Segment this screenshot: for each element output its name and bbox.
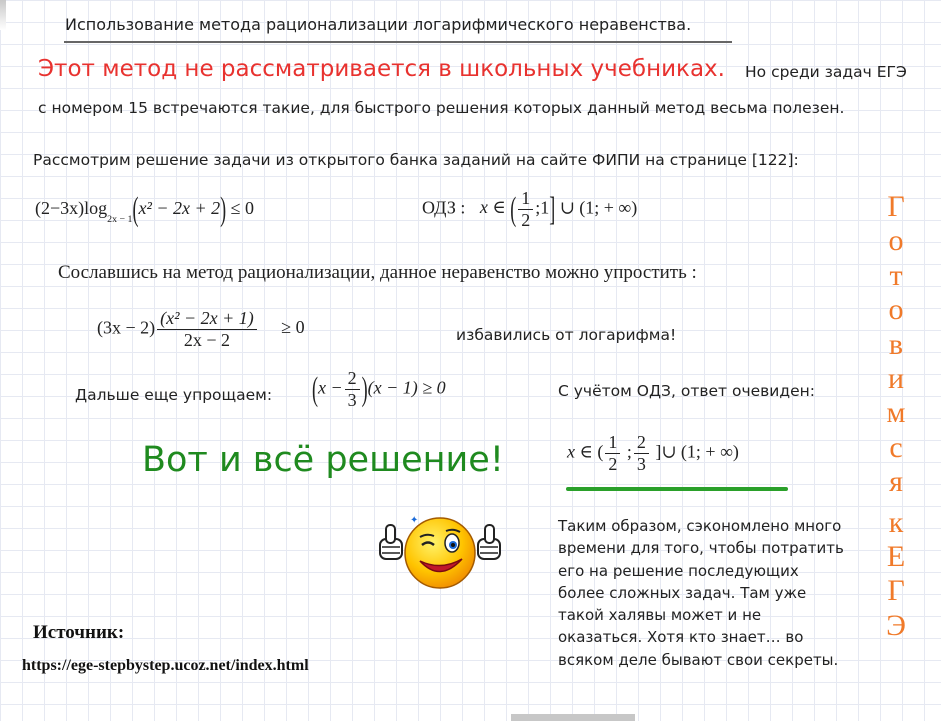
vertical-letter: м <box>886 396 906 430</box>
vertical-letter: Э <box>886 608 906 642</box>
answer-fraction-2: $\frac{2}{3}$ <box>634 432 649 474</box>
answer-intro: С учётом ОДЗ, ответ очевиден: <box>558 382 815 400</box>
answer-underline <box>566 487 788 491</box>
simplified-factor: (3x − 2) <box>97 317 156 338</box>
left-thumb-icon <box>380 525 402 559</box>
inequality-relation: ≤ 0 <box>230 198 255 218</box>
log-base: 2x − 1 <box>107 214 133 225</box>
original-inequality: $(2-3x)\log_{2x - 1}(x^2 - 2x + 2) \le 0$ <box>35 189 255 228</box>
vertical-letter: с <box>889 430 903 464</box>
vertical-slogan <box>870 190 922 643</box>
inequality-factor: (2−3x)log <box>35 198 108 218</box>
odz-fraction: $\frac{1}{2}$ <box>518 188 533 230</box>
final-answer: x ∈ ( $\frac{1}{2}$ ; $\frac{2}{3}$ ]∪ (1; + ∞) <box>567 432 739 474</box>
scrollbar-thumb[interactable] <box>511 714 635 721</box>
vertical-letter: т <box>889 258 903 292</box>
page-title: Использование метода рационализации логарифмического неравенства. <box>65 15 692 34</box>
vertical-letter: о <box>888 224 904 258</box>
simplified-inequality <box>97 308 305 350</box>
further-fraction: $\frac{2}{3}$ <box>345 368 360 410</box>
vertical-letter: к <box>888 505 904 539</box>
task-intro: Рассмотрим решение задачи из открытого банка заданий на сайте ФИПИ на странице [122]: <box>33 151 799 169</box>
answer-fraction-1: $\frac{1}{2}$ <box>605 432 620 474</box>
further-simplify-label: Дальше еще упрощаем: <box>75 386 273 404</box>
vertical-letter: Г <box>887 190 905 223</box>
svg-text:✦: ✦ <box>410 515 419 526</box>
winking-smiley-thumbs-up-icon <box>374 509 506 595</box>
intro-line-2: с номером 15 встречаются такие, для быстрого решения которых данный метод весьма полезен. <box>38 99 845 117</box>
odz-union: ∪ (1; + ∞) <box>559 197 638 218</box>
vertical-letter: Е <box>886 540 906 574</box>
simplified-fraction: $\frac{\text{(x² − 2x + 1)}}{2x - 2}$ <box>157 308 257 350</box>
source-label: Источник: <box>33 622 125 643</box>
vertical-letter: в <box>888 327 904 361</box>
odz-variable: x ∈ <box>479 197 506 218</box>
conclusion-paragraph: Таким образом, сэкономлено много времени для того, чтобы потратить его на решение последующих более сложных задач. Там уже такой халявы может и не оказаться. Хотя кто знает… во всяком деле бывают свои секреты. <box>558 517 844 669</box>
right-thumb-icon <box>478 525 500 559</box>
intro-line-1: Но среди задач ЕГЭ <box>745 63 907 81</box>
done-heading: Вот и всё решение! <box>142 440 504 480</box>
odz-label: ОДЗ : <box>422 197 466 218</box>
vertical-letter: я <box>889 465 903 499</box>
further-expression: (x − $\frac{2}{3}$ )(x − 1) ≥ 0 <box>312 368 446 410</box>
domain-expression: ОДЗ : x ∈ ( $\frac{1}{2}$ ;1] ∪ (1; + ∞) <box>422 188 638 230</box>
vertical-letter: о <box>888 293 904 327</box>
vertical-letter: и <box>887 362 905 396</box>
log-argument: x² − 2x + 2 <box>138 198 221 218</box>
vertical-letter: Г <box>887 574 905 608</box>
simplified-relation: ≥ 0 <box>281 317 305 338</box>
scroll-edge <box>0 0 6 30</box>
removed-log-note: избавились от логарифма! <box>456 326 677 344</box>
rationalization-intro: Сославшись на метод рационализации, данное неравенство можно упростить : <box>58 262 697 283</box>
source-link[interactable]: https://ege-stepbystep.ucoz.net/index.html <box>22 657 309 674</box>
odz-tail: ;1 <box>535 197 550 218</box>
warning-text: Этот метод не рассматривается в школьных учебниках. <box>38 56 725 82</box>
title-underline <box>64 41 732 43</box>
